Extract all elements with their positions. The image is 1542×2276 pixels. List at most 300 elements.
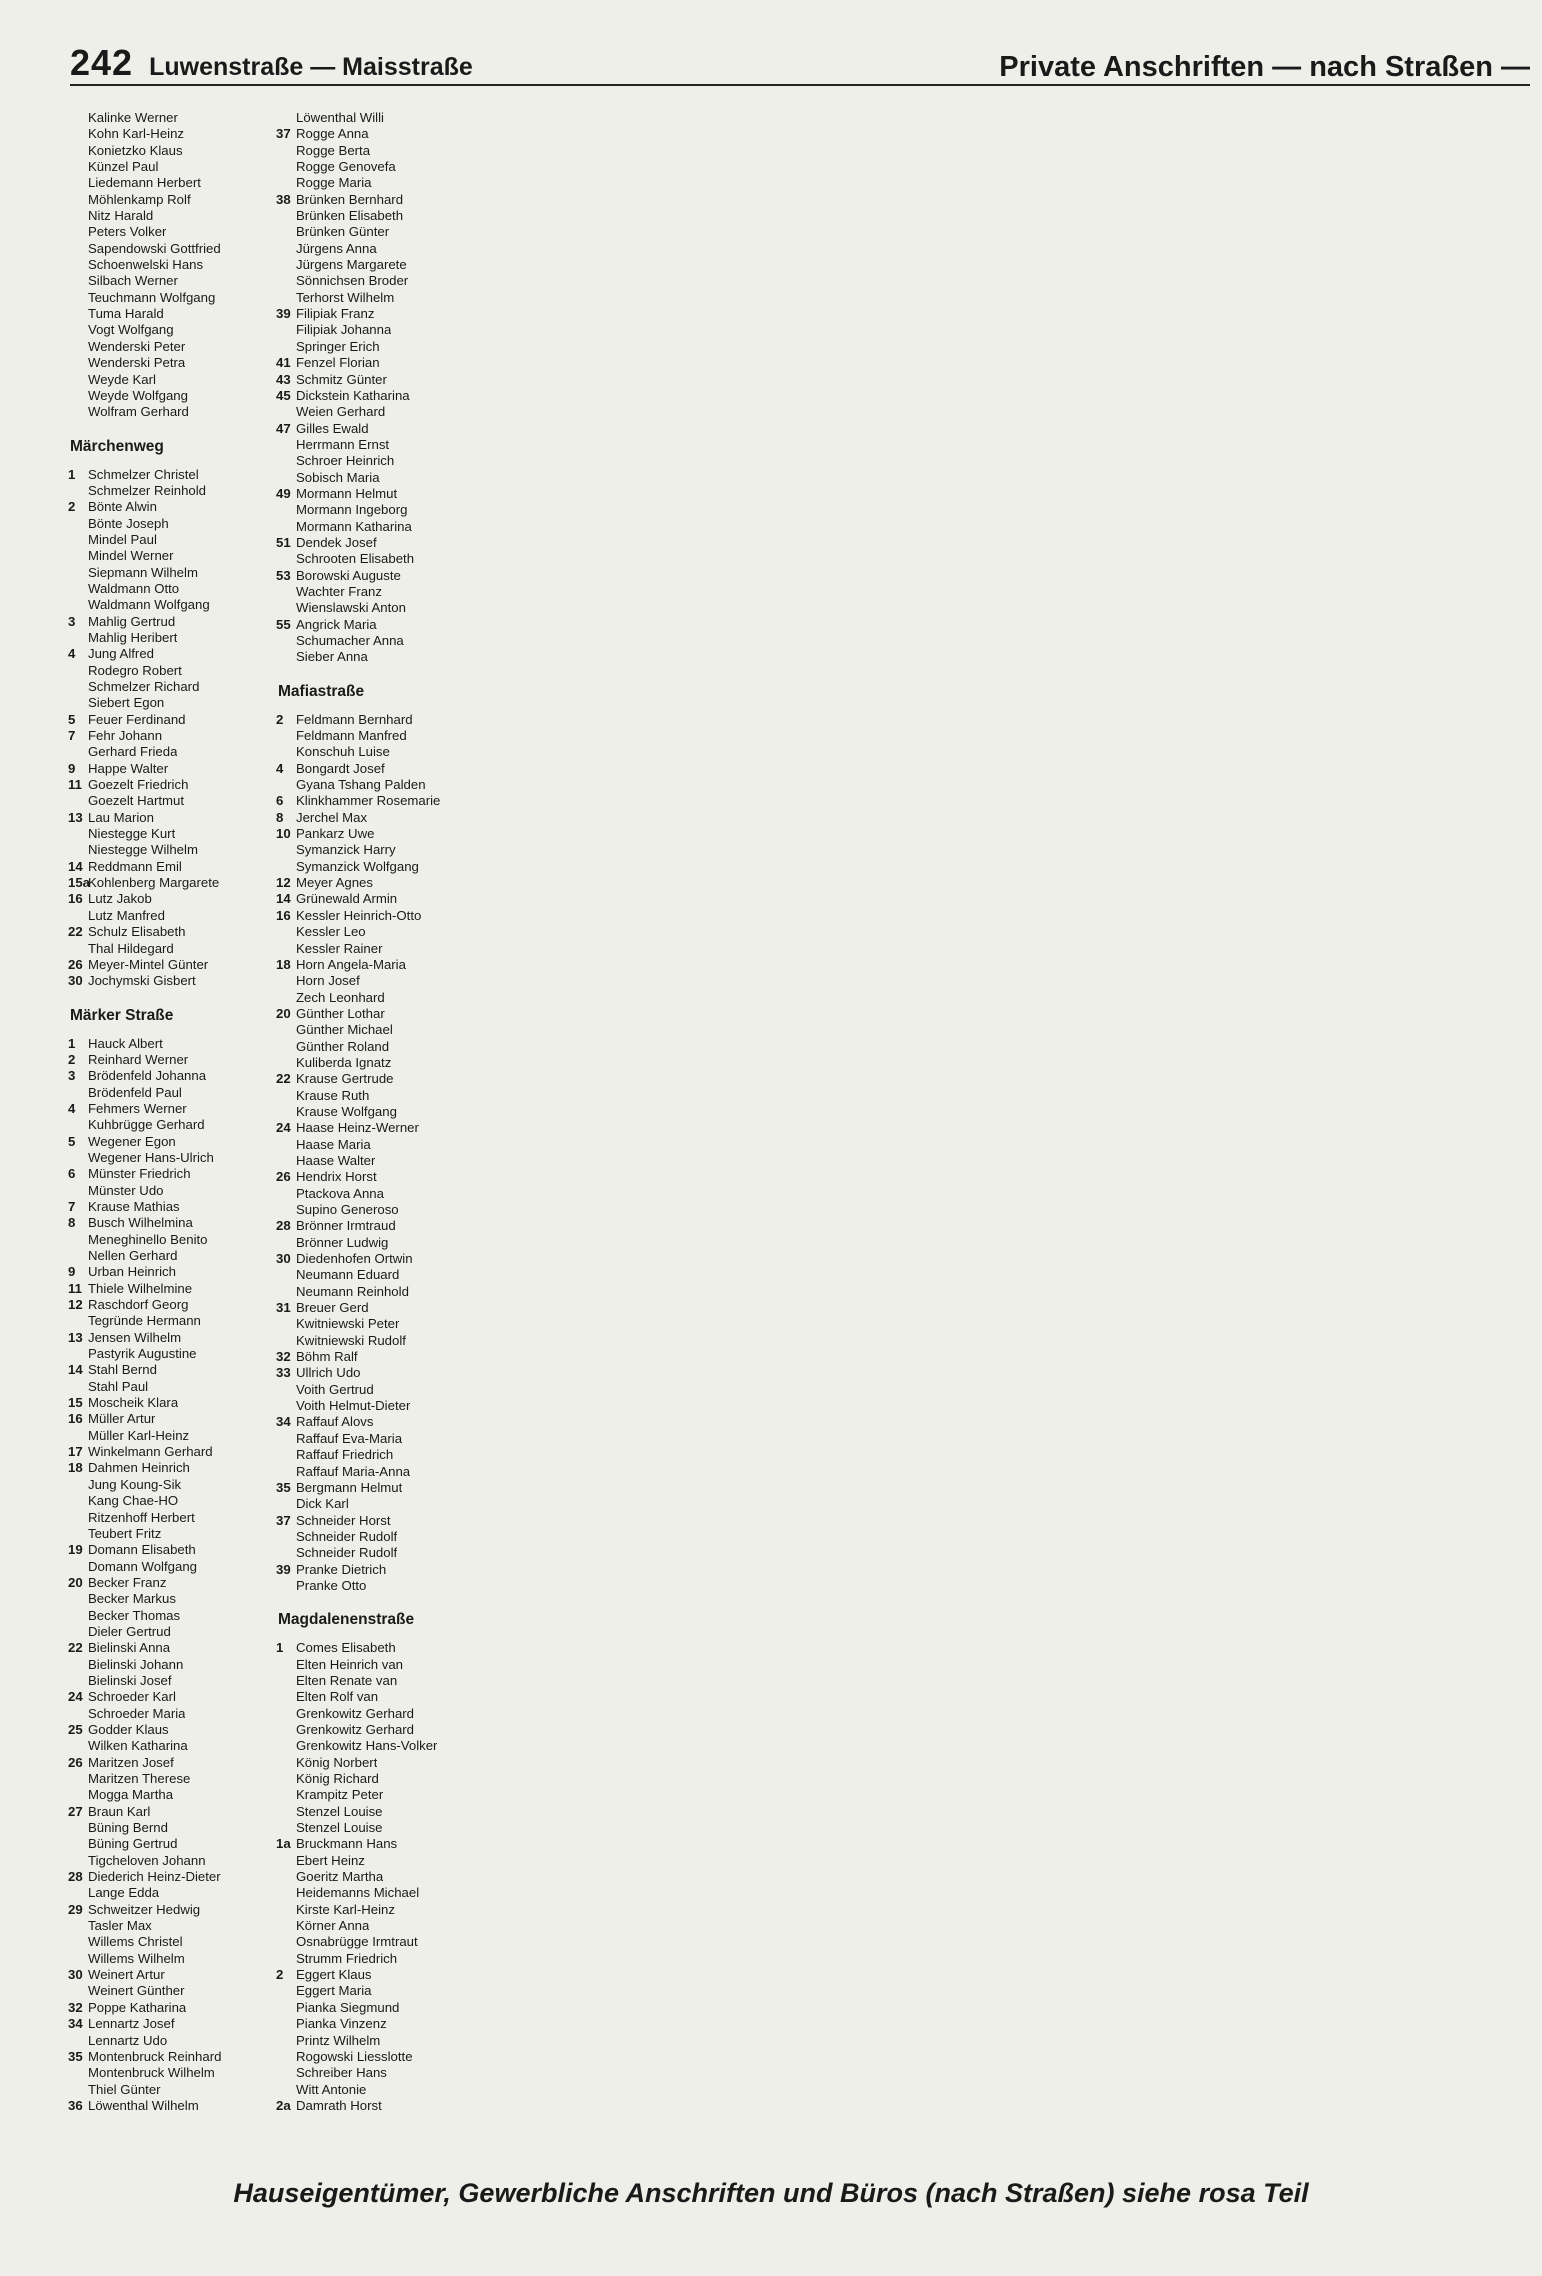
header-left: [70, 42, 473, 84]
resident-name: Raschdorf Georg: [88, 1297, 189, 1313]
house-number: [68, 565, 88, 581]
house-number: [276, 1722, 296, 1738]
resident-name: Feldmann Manfred: [296, 728, 407, 744]
house-number: [276, 584, 296, 600]
house-number: [276, 1039, 296, 1055]
resident-name: Kwitniewski Peter: [296, 1316, 400, 1332]
directory-entry: [68, 1738, 274, 1754]
house-number: [276, 1885, 296, 1901]
directory-entry: [68, 1117, 274, 1133]
resident-name: Montenbruck Wilhelm: [88, 2065, 215, 2081]
resident-name: Grenkowitz Hans-Volker: [296, 1738, 438, 1754]
resident-name: Stahl Bernd: [88, 1362, 157, 1378]
directory-entry: [276, 826, 482, 842]
house-number: [68, 1820, 88, 1836]
resident-name: Kohn Karl-Heinz: [88, 126, 185, 142]
house-number: 8: [68, 1215, 76, 1231]
resident-name: Eggert Klaus: [296, 1967, 372, 1983]
resident-name: Jürgens Margarete: [296, 257, 407, 273]
resident-name: Gyana Tshang Palden: [296, 777, 426, 793]
directory-entry: [276, 1496, 482, 1512]
directory-entry: [68, 1902, 274, 1918]
house-number: [276, 273, 296, 289]
directory-entry: [276, 1316, 482, 1332]
house-number: [68, 532, 88, 548]
house-number: [68, 1738, 88, 1754]
resident-name: Diedenhofen Ortwin: [296, 1251, 413, 1267]
house-number: [68, 908, 88, 924]
resident-name: Tasler Max: [88, 1918, 152, 1934]
house-number: [276, 437, 296, 453]
house-number: [276, 1657, 296, 1673]
directory-entry: [68, 1624, 274, 1640]
house-number: 28: [68, 1869, 83, 1885]
house-number: [276, 1689, 296, 1705]
directory-entry: [276, 649, 482, 665]
resident-name: Wolfram Gerhard: [88, 404, 189, 420]
directory-entry: [68, 548, 274, 564]
directory-entry: [276, 1706, 482, 1722]
house-number: [68, 339, 88, 355]
house-number: 30: [276, 1251, 291, 1267]
house-number: 26: [276, 1169, 291, 1185]
directory-entry: [68, 2065, 274, 2081]
resident-name: Brönner Ludwig: [296, 1234, 389, 1250]
directory-entry: [68, 1166, 274, 1182]
directory-entry: [276, 1006, 482, 1022]
directory-entry: [68, 483, 274, 499]
directory-entry: [68, 1510, 274, 1526]
resident-name: Supino Generoso: [296, 1202, 399, 1217]
house-number: [68, 1510, 88, 1526]
resident-name: Elten Heinrich van: [296, 1656, 404, 1672]
house-number: 14: [276, 891, 291, 907]
resident-name: Konietzko Klaus: [88, 142, 183, 158]
house-number: [68, 1787, 88, 1803]
directory-entry: [68, 1264, 274, 1280]
house-number: [276, 1902, 296, 1918]
resident-name: Filipiak Franz: [296, 306, 375, 322]
resident-name: Brönner Irmtraud: [296, 1218, 396, 1234]
resident-name: Wenderski Peter: [88, 338, 186, 354]
house-number: [276, 941, 296, 957]
page-header: [70, 40, 1530, 86]
directory-entry: [68, 1755, 274, 1771]
house-number: [276, 2016, 296, 2032]
directory-entry: [276, 1447, 482, 1463]
house-number: [68, 483, 88, 499]
resident-name: Rogowski Liesslotte: [296, 2048, 413, 2064]
house-number: 2: [68, 499, 76, 515]
house-number: [68, 1706, 88, 1722]
directory-entry: [276, 126, 482, 142]
house-number: [68, 322, 88, 338]
resident-name: Münster Friedrich: [88, 1166, 191, 1182]
resident-name: Ebert Heinz: [296, 1852, 365, 1868]
footer-note: Hauseigentümer, Gewerbliche Anschriften und Büros (nach Straßen) siehe rosa Teil: [233, 2178, 1309, 2208]
house-number: 8: [276, 809, 284, 825]
resident-name: Krause Ruth: [296, 1087, 370, 1103]
house-number: [276, 453, 296, 469]
resident-name: Terhorst Wilhelm: [296, 289, 395, 305]
house-number: [276, 1186, 296, 1202]
resident-name: Böhm Ralf: [296, 1349, 358, 1365]
house-number: [68, 1608, 88, 1624]
resident-name: Rogge Genovefa: [296, 159, 396, 175]
house-number: 15: [68, 1395, 83, 1411]
resident-name: Niestegge Wilhelm: [88, 842, 198, 858]
directory-entry: [68, 1575, 274, 1591]
directory-entry: [276, 551, 482, 567]
directory-entry: [68, 744, 274, 760]
house-number: [68, 826, 88, 842]
resident-name: Krause Wolfgang: [296, 1103, 397, 1119]
house-number: 1: [68, 466, 76, 482]
resident-name: Fehmers Werner: [88, 1100, 187, 1116]
house-number: [68, 516, 88, 532]
directory-entry: [276, 957, 482, 973]
directory-entry: [68, 712, 274, 728]
resident-name: Weien Gerhard: [296, 404, 386, 420]
resident-name: Rodegro Robert: [88, 662, 182, 678]
resident-name: Tuma Harald: [88, 306, 164, 322]
resident-name: Ullrich Udo: [296, 1365, 361, 1381]
directory-entry: [276, 1934, 482, 1950]
house-number: [276, 859, 296, 875]
house-number: 39: [276, 306, 291, 322]
directory-entry: [68, 1248, 274, 1264]
resident-name: Bruckmann Hans: [296, 1836, 398, 1852]
house-number: [68, 372, 88, 388]
house-number: 9: [68, 760, 76, 776]
directory-entry: [68, 565, 274, 581]
resident-name: Haase Maria: [296, 1136, 371, 1152]
directory-entry: [68, 663, 274, 679]
house-number: 12: [68, 1297, 83, 1313]
directory-entry: [276, 744, 482, 760]
house-number: [276, 990, 296, 1006]
directory-entry: [68, 1444, 274, 1460]
directory-entry: [68, 1199, 274, 1215]
house-number: 5: [68, 711, 76, 727]
resident-name: Tigcheloven Johann: [88, 1852, 206, 1868]
directory-entry: [276, 470, 482, 486]
directory-entry: [276, 1431, 482, 1447]
directory-entry: [68, 388, 274, 404]
resident-name: Günther Lothar: [296, 1005, 385, 1021]
resident-name: Weinert Günther: [88, 1983, 185, 1999]
house-number: [68, 143, 88, 159]
directory-entry: [276, 1137, 482, 1153]
directory-entry: [276, 891, 482, 907]
directory-entry: [276, 842, 482, 858]
directory-entry: [276, 1251, 482, 1267]
directory-entry: [276, 584, 482, 600]
directory-entry: [68, 1673, 274, 1689]
house-number: [276, 551, 296, 567]
house-number: 45: [276, 387, 291, 403]
house-number: 26: [68, 956, 83, 972]
resident-name: Krause Mathias: [88, 1198, 180, 1214]
directory-entry: [68, 1493, 274, 1509]
house-number: [276, 339, 296, 355]
house-number: 16: [68, 1411, 83, 1427]
directory-entry: [276, 761, 482, 777]
resident-name: Brödenfeld Paul: [88, 1084, 182, 1100]
directory-entry: [68, 1150, 274, 1166]
resident-name: Rogge Anna: [296, 126, 369, 142]
directory-entry: [68, 2033, 274, 2049]
house-number: 34: [68, 2016, 83, 2032]
directory-entry: [276, 2033, 482, 2049]
house-number: [68, 2065, 88, 2081]
house-number: 55: [276, 616, 291, 632]
resident-name: Krause Gertrude: [296, 1071, 394, 1087]
street-range: Luwenstraße — Maisstraße: [149, 53, 473, 81]
directory-entry: [276, 1869, 482, 1885]
directory-entry: [68, 777, 274, 793]
house-number: [68, 1673, 88, 1689]
resident-name: Lutz Jakob: [88, 891, 152, 907]
directory-columns: [68, 110, 1530, 2160]
directory-entry: [276, 1689, 482, 1705]
resident-name: Schmelzer Richard: [88, 679, 200, 694]
directory-entry: [68, 175, 274, 191]
section-title: Private Anschriften — nach Straßen —: [999, 51, 1530, 83]
directory-entry: [68, 1477, 274, 1493]
resident-name: Schrooten Elisabeth: [296, 551, 415, 567]
column-1: [68, 110, 274, 2160]
directory-entry: [276, 404, 482, 420]
directory-entry: [68, 143, 274, 159]
house-number: 22: [68, 924, 83, 940]
directory-entry: [276, 1787, 482, 1803]
directory-entry: [68, 1101, 274, 1117]
resident-name: Raffauf Eva-Maria: [296, 1430, 403, 1446]
resident-name: Künzel Paul: [88, 159, 159, 175]
directory-entry: [68, 1657, 274, 1673]
house-number: [276, 1918, 296, 1934]
directory-entry: [276, 1039, 482, 1055]
directory-entry: [68, 1951, 274, 1967]
resident-name: Borowski Auguste: [296, 567, 401, 583]
directory-entry: [68, 1281, 274, 1297]
directory-entry: [68, 957, 274, 973]
directory-entry: [68, 1313, 274, 1329]
resident-name: Gilles Ewald: [296, 420, 369, 436]
house-number: [276, 143, 296, 159]
house-number: 34: [276, 1414, 291, 1430]
house-number: [276, 1755, 296, 1771]
directory-entry: [276, 519, 482, 535]
directory-entry: [68, 859, 274, 875]
house-number: 1: [68, 1035, 76, 1051]
resident-name: Witt Antonie: [296, 2081, 367, 2097]
house-number: [276, 1738, 296, 1754]
house-number: [276, 1853, 296, 1869]
resident-name: Lutz Manfred: [88, 907, 165, 923]
house-number: [276, 777, 296, 793]
resident-name: Neumann Reinhold: [296, 1283, 409, 1299]
house-number: [276, 519, 296, 535]
directory-entry: [68, 1297, 274, 1313]
house-number: 5: [68, 1133, 76, 1149]
directory-entry: [68, 467, 274, 483]
resident-name: Mahlig Heribert: [88, 629, 178, 645]
directory-entry: [68, 1395, 274, 1411]
resident-name: Springer Erich: [296, 338, 380, 354]
directory-entry: [276, 1755, 482, 1771]
resident-name: Waldmann Otto: [88, 580, 180, 596]
house-number: 16: [68, 891, 83, 907]
directory-entry: [68, 581, 274, 597]
resident-name: Fehr Johann: [88, 728, 163, 744]
directory-entry: [276, 1771, 482, 1787]
resident-name: Körner Anna: [296, 1918, 370, 1934]
directory-entry: [276, 1120, 482, 1136]
house-number: [68, 695, 88, 711]
directory-entry: [276, 1464, 482, 1480]
directory-entry: [276, 1513, 482, 1529]
directory-entry: [68, 1591, 274, 1607]
resident-name: Nellen Gerhard: [88, 1248, 178, 1263]
resident-name: Horn Josef: [296, 973, 360, 989]
directory-entry: [68, 372, 274, 388]
house-number: [276, 842, 296, 858]
resident-name: Fenzel Florian: [296, 355, 380, 371]
resident-name: Pranke Otto: [296, 1577, 367, 1593]
house-number: [276, 224, 296, 240]
directory-entry: [276, 306, 482, 322]
resident-name: Pranke Dietrich: [296, 1561, 387, 1577]
resident-name: Maritzen Josef: [88, 1754, 174, 1770]
resident-name: Bergmann Helmut: [296, 1479, 403, 1495]
house-number: [68, 679, 88, 695]
resident-name: Bongardt Josef: [296, 760, 385, 776]
resident-name: Siepmann Wilhelm: [88, 564, 198, 580]
resident-name: Löwenthal Willi: [296, 110, 384, 125]
house-number: [276, 1104, 296, 1120]
house-number: [276, 1706, 296, 1722]
directory-entry: [276, 908, 482, 924]
directory-entry: [276, 973, 482, 989]
house-number: [276, 1673, 296, 1689]
house-number: [276, 1464, 296, 1480]
house-number: 43: [276, 371, 291, 387]
directory-entry: [68, 1689, 274, 1705]
house-number: 20: [68, 1574, 83, 1590]
house-number: 7: [68, 728, 76, 744]
resident-name: Bielinski Johann: [88, 1656, 184, 1672]
directory-entry: [276, 1153, 482, 1169]
resident-name: Goeritz Martha: [296, 1869, 384, 1885]
resident-name: Elten Rolf van: [296, 1689, 379, 1705]
directory-entry: [68, 1330, 274, 1346]
resident-name: Lange Edda: [88, 1885, 160, 1901]
house-number: [276, 1153, 296, 1169]
house-number: [68, 1624, 88, 1640]
directory-entry: [68, 1346, 274, 1362]
directory-entry: [68, 1215, 274, 1231]
directory-entry: [276, 2082, 482, 2098]
house-number: [68, 1232, 88, 1248]
resident-name: Feuer Ferdinand: [88, 711, 186, 727]
directory-entry: [68, 842, 274, 858]
resident-name: Becker Markus: [88, 1591, 176, 1607]
house-number: [276, 1022, 296, 1038]
house-number: [68, 1428, 88, 1444]
directory-entry: [276, 143, 482, 159]
resident-name: Lennartz Udo: [88, 2032, 168, 2048]
directory-entry: [276, 1902, 482, 1918]
house-number: [276, 728, 296, 744]
house-number: 35: [276, 1479, 291, 1495]
directory-entry: [276, 810, 482, 826]
resident-name: Moscheik Klara: [88, 1395, 179, 1411]
house-number: [276, 1529, 296, 1545]
resident-name: Wegener Egon: [88, 1133, 176, 1149]
directory-entry: [276, 1071, 482, 1087]
house-number: [276, 1869, 296, 1885]
house-number: [68, 1526, 88, 1542]
directory-entry: [276, 355, 482, 371]
directory-entry: [68, 273, 274, 289]
resident-name: Münster Udo: [88, 1182, 164, 1198]
resident-name: Schmelzer Christel: [88, 466, 199, 482]
directory-entry: [276, 388, 482, 404]
directory-entry: [276, 1300, 482, 1316]
resident-name: Weyde Wolfgang: [88, 387, 188, 403]
house-number: 22: [276, 1071, 291, 1087]
resident-name: Mormann Ingeborg: [296, 502, 408, 518]
house-number: 4: [68, 646, 76, 662]
house-number: 25: [68, 1721, 83, 1737]
house-number: [276, 2082, 296, 2098]
resident-name: Weinert Artur: [88, 1967, 165, 1983]
house-number: 38: [276, 191, 291, 207]
house-number: 28: [276, 1218, 291, 1234]
resident-name: Rogge Berta: [296, 142, 371, 158]
resident-name: Winkelmann Gerhard: [88, 1444, 213, 1460]
resident-name: Pastyrik Augustine: [88, 1346, 197, 1362]
resident-name: Strumm Friedrich: [296, 1950, 398, 1966]
directory-entry: [276, 1022, 482, 1038]
resident-name: Peters Volker: [88, 224, 167, 240]
directory-entry: [68, 1379, 274, 1395]
house-number: 33: [276, 1365, 291, 1381]
house-number: [68, 241, 88, 257]
house-number: [68, 1150, 88, 1166]
directory-entry: [276, 1804, 482, 1820]
house-number: [68, 548, 88, 564]
resident-name: Voith Helmut-Dieter: [296, 1398, 411, 1414]
house-number: 7: [68, 1198, 76, 1214]
resident-name: Konschuh Luise: [296, 744, 390, 760]
house-number: 26: [68, 1754, 83, 1770]
directory-entry: [276, 273, 482, 289]
directory-entry: [68, 126, 274, 142]
house-number: 24: [276, 1120, 291, 1136]
house-number: 2a: [276, 2097, 291, 2113]
directory-entry: [68, 2082, 274, 2098]
resident-name: Domann Elisabeth: [88, 1542, 196, 1558]
directory-entry: [276, 1562, 482, 1578]
resident-name: Grenkowitz Gerhard: [296, 1705, 414, 1721]
resident-name: Stahl Paul: [88, 1378, 149, 1394]
directory-entry: [68, 695, 274, 711]
resident-name: Becker Thomas: [88, 1607, 181, 1623]
directory-entry: [276, 192, 482, 208]
